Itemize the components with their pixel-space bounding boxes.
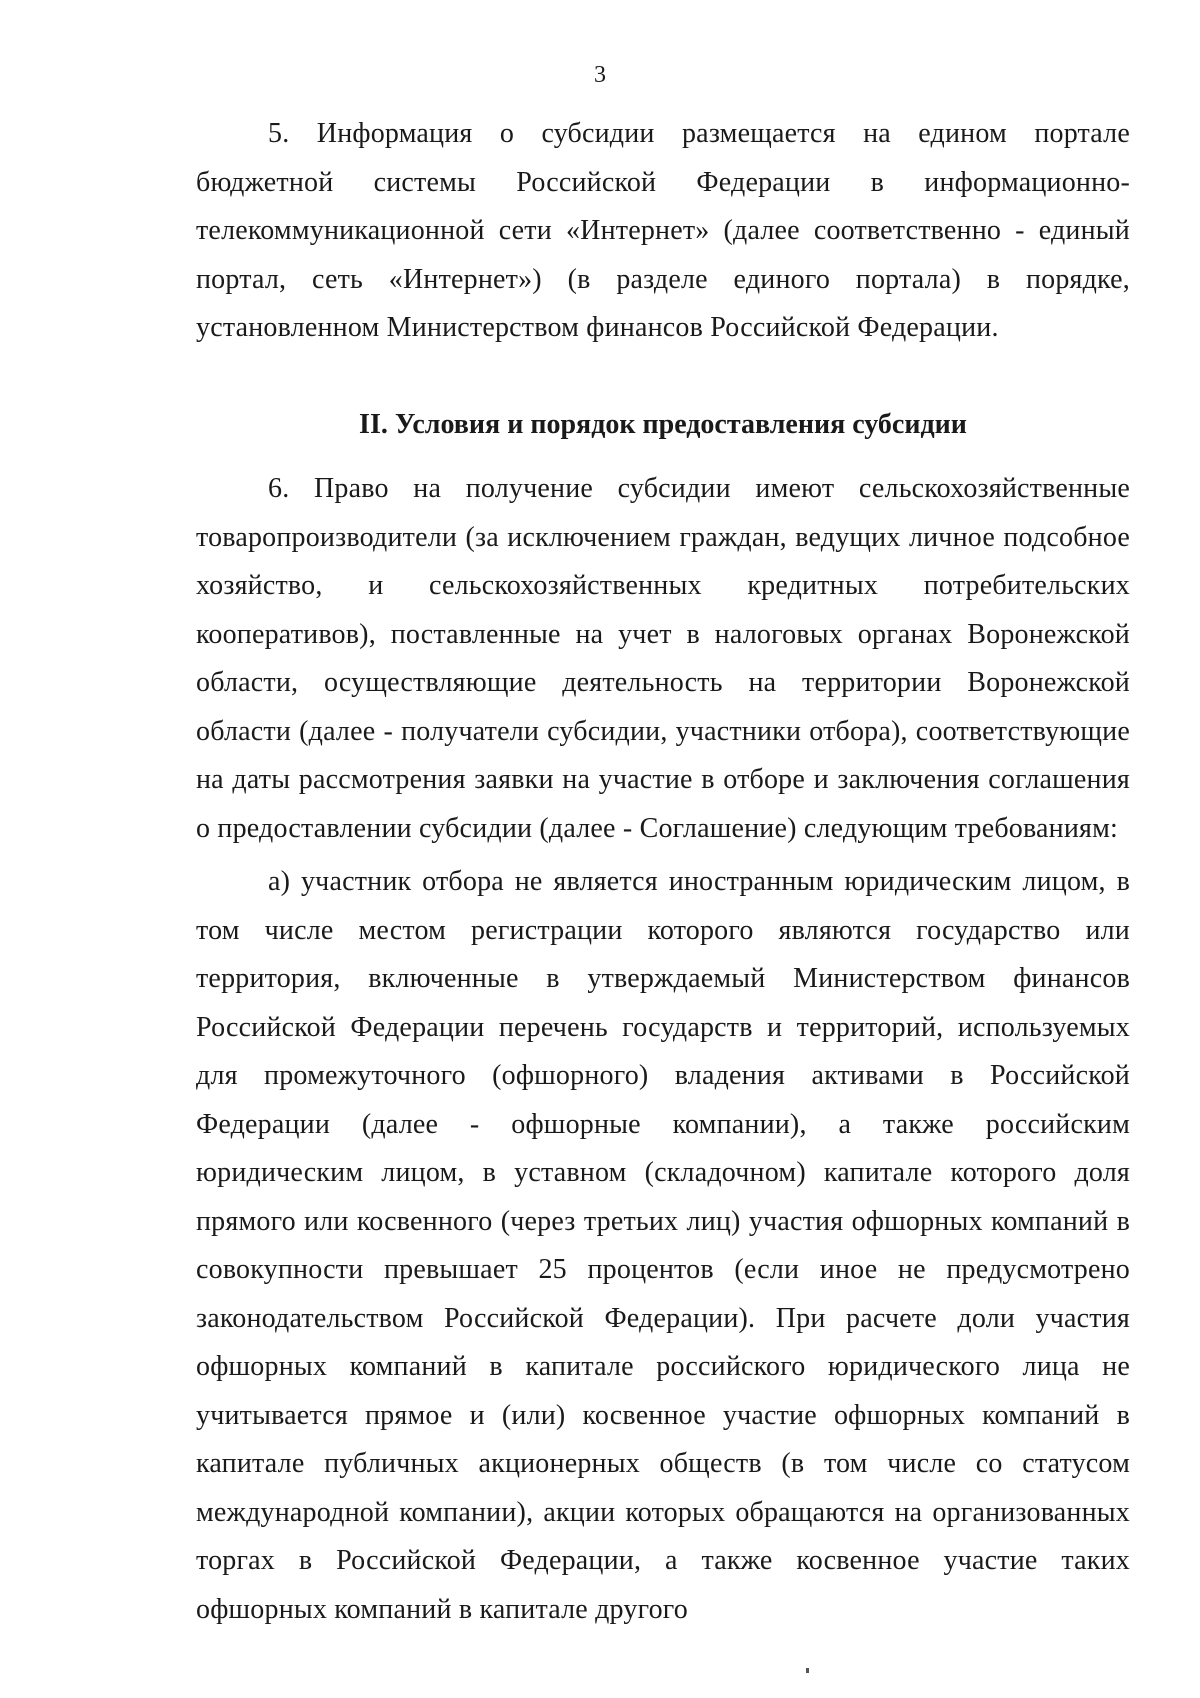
page-number: 3 bbox=[594, 62, 606, 88]
section-heading: II. Условия и порядок предоставления субсидии bbox=[359, 409, 967, 440]
scan-speck bbox=[806, 1668, 809, 1673]
paragraph-5: 5. Информация о субсидии размещается на едином портале бюджетной системы Российской Федерации в информационно-телекоммуникационной сети «Интернет» (далее соответственно - единый портал, сеть «Интернет») (в разделе единого портала) в порядке, установленном Министерством финансов Российской Федерации. bbox=[196, 118, 1130, 343]
paragraph-6a: а) участник отбора не является иностранным юридическим лицом, в том числе местом регистрации которого являются государство или территория, включенные в утверждаемый Министерством финансов Российской Федерации перечень государств и территорий, используемых для промежуточного (офшорного) владения активами в Российской Федерации (далее - офшорные компании), а также российским юридическим лицом, в уставном (складочном) капитале которого доля прямого или косвенного (через третьих лиц) участия офшорных компаний в совокупности превышает 25 процентов (если иное не предусмотрено законодательством Российской Федерации). При расчете доли участия офшорных компаний в капитале российского юридического лица не учитывается прямое и (или) косвенное участие офшорных компаний в капитале публичных акционерных обществ (в том числе со статусом международной компании), акции которых обращаются на организованных торгах в Российской Федерации, а также косвенное участие таких офшорных компаний в капитале другого bbox=[196, 866, 1130, 1625]
paragraph-6: 6. Право на получение субсидии имеют сельскохозяйственные товаропроизводители (за исключением граждан, ведущих личное подсобное хозяйство, и сельскохозяйственных кредитных потребительских кооперативов), поставленные на учет в налоговых органах Воронежской области, осуществляющие деятельность на территории Воронежской области (далее - получатели субсидии, участники отбора), соответствующие на даты рассмотрения заявки на участие в отборе и заключения соглашения о предоставлении субсидии (далее - Соглашение) следующим требованиям: bbox=[196, 473, 1130, 844]
